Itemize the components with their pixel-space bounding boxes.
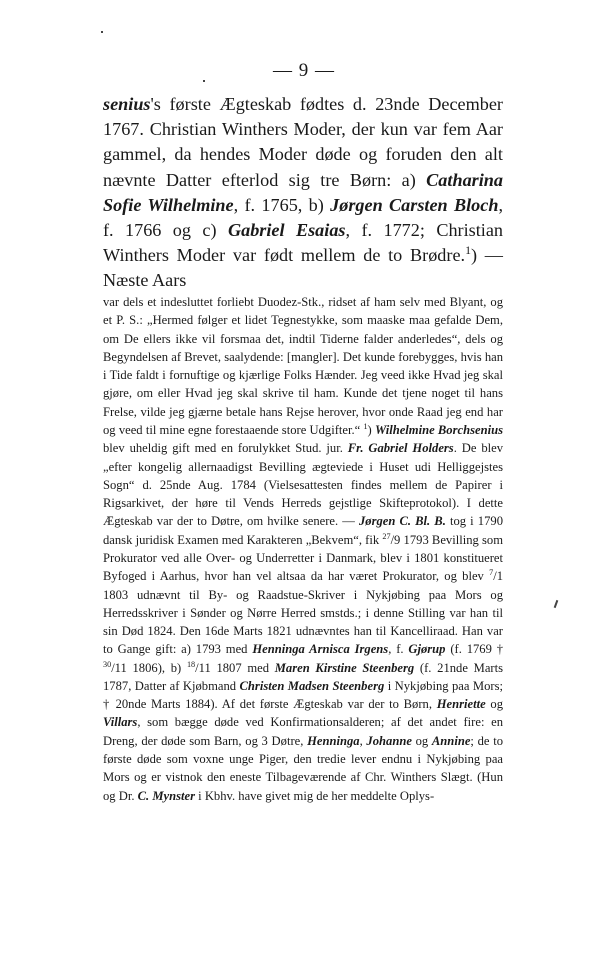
italic-name: Johanne	[366, 733, 412, 748]
text-run: , f.	[388, 642, 409, 657]
text-run: tog i 1790 dansk juridisk Examen med Karakteren „Bekvem“, fik	[103, 514, 503, 547]
page-number: — 9 —	[273, 60, 335, 81]
text-run: /11 1807 med	[195, 660, 275, 675]
italic-name: Villars	[103, 715, 138, 730]
superscript: 7	[489, 568, 494, 578]
text-run: )	[367, 422, 375, 437]
text-run: /11 1806), b)	[111, 660, 187, 675]
italic-name: Jørgen Carsten Bloch	[330, 194, 499, 215]
text-run: og	[485, 697, 503, 712]
italic-name: Christen Madsen Steenberg	[239, 678, 385, 693]
text-run: /1 1803 udnævnt til By- og Raadstue-Skriver i Nykjøbing paa Mors og Herredsskriver i Sønder og Nørre Herred smstds.; i denne Stilling var han til sin Død 1824. Den 16de Marts 1821 udnævntes han til Kancelliraad. Han var to Gange gift: a) 1793 med	[103, 569, 503, 657]
text-run: /9 1793 Bevilling som Prokurator ved alle Over- og Underretter i Danmark, blev i 1801 konstitueret Byfoged i Aarhus, hvor han vel altsaa da har været Prokurator, og blev	[103, 532, 503, 584]
italic-name: Wilhelmine Borchsenius	[374, 422, 503, 437]
print-speck-right	[554, 600, 559, 608]
text-run: ) — Næste Aars	[103, 245, 503, 291]
italic-name: Henninga	[307, 733, 360, 748]
text-run: var dels et indesluttet forliebt Duodez-Stk., ridset af ham selv med Blyant, og et P. S.: „Hermed følger et lidet Tegnestykke, som maaske maa gefalde Dem, om De ellers ikke vil forsmaa det, indtil Tiderne falder anderledes“, dels og Begyndelsen af Brevet, saalydende: [mangler]. Det kunde forebygges, hvis han i Tide faldt i fornuftige og kjærlige Folks Hænder. Jeg veed ikke Hvad jeg skal gjøre, om eller Hvad jeg skal skrive til ham. Kunde det tjene noget til hans Frelse, vilde jeg gjærne betale hans Rejse herover, hvor onde Raad jeg end har og veed til mine egne forestaaende store Udgifter.“	[103, 295, 503, 437]
text-run: (f. 1769 †	[445, 642, 504, 657]
superscript: 1	[363, 421, 368, 431]
text-run: ; de to første døde som voxne unge Piger, den tredie lever endnu i Nykjøbing paa Mors og er vistnok den eneste Tilbageværende af Chr. Winthers Slægt. (Hun og Dr.	[103, 733, 503, 803]
text-run: , f. 1766 og c)	[103, 194, 503, 241]
superscript: 27	[382, 531, 391, 541]
superscript: 30	[103, 659, 112, 669]
italic-name: senius	[103, 94, 151, 114]
text-run: . De blev „efter kongelig allernaadigst Bevilling ægteviede i Huset udi Helliggejstes Sogn“ d. 25nde Aug. 1784 (Vielsesattesten findes mellem de Papirer i Rigsarkivet, der høre til Vends Herreds gejstlige Skifteprotokol). I dette Ægteskab var der to Døtre, om hvilke senere. —	[103, 441, 503, 529]
text-run: ,	[359, 733, 367, 748]
italic-name: Maren Kirstine Steenberg	[274, 660, 415, 675]
italic-name: Jørgen C. Bl. B.	[358, 514, 446, 529]
text-run: i Kbhv. have givet mig de her meddelte Oplys-	[195, 788, 435, 803]
text-run: (f. 21nde Marts 1787, Datter af Kjøbmand	[103, 660, 504, 693]
italic-name: Henriette	[436, 697, 486, 712]
text-run: , f. 1765, b)	[233, 194, 331, 215]
italic-name: C. Mynster	[137, 788, 196, 803]
text-run: i Nykjøbing paa Mors; † 20nde Marts 1884). Af det første Ægteskab var der to Børn,	[103, 678, 503, 712]
italic-name: Gjørup	[408, 642, 446, 657]
italic-name: Henninga Arnisca Irgens	[252, 642, 389, 657]
main-paragraph	[103, 92, 503, 294]
print-speck-top	[101, 31, 103, 33]
text-run: , f. 1772; Christian Winthers Moder var født mellem de to Brødre.	[103, 220, 504, 266]
superscript: 18	[186, 659, 196, 669]
italic-name: Catharina Sofie Wilhelmine	[103, 169, 503, 215]
text-run: 's første Ægteskab fødtes d. 23nde December 1767. Christian Winthers Moder, der kun var fem Aar gammel, da hendes Moder døde og foruden den alt nævnte Datter efterlod sig tre Børn: a)	[103, 94, 503, 190]
italic-name: Annine	[431, 733, 471, 748]
text-run: , som bægge døde ved Konfirmationsalderen; af det andet fire: en Dreng, der døde som Barn, og 3 Døtre,	[103, 715, 503, 748]
superscript: 1	[465, 243, 471, 258]
text-run: og	[411, 733, 432, 748]
footnote	[103, 293, 503, 805]
main-text	[103, 92, 503, 294]
italic-name: Fr. Gabriel Holders	[347, 441, 454, 456]
italic-name: Gabriel Esaias	[227, 220, 346, 241]
text-run: blev uheldig gift med en forulykket Stud. jur.	[103, 441, 348, 456]
footnote-paragraph	[103, 293, 503, 805]
